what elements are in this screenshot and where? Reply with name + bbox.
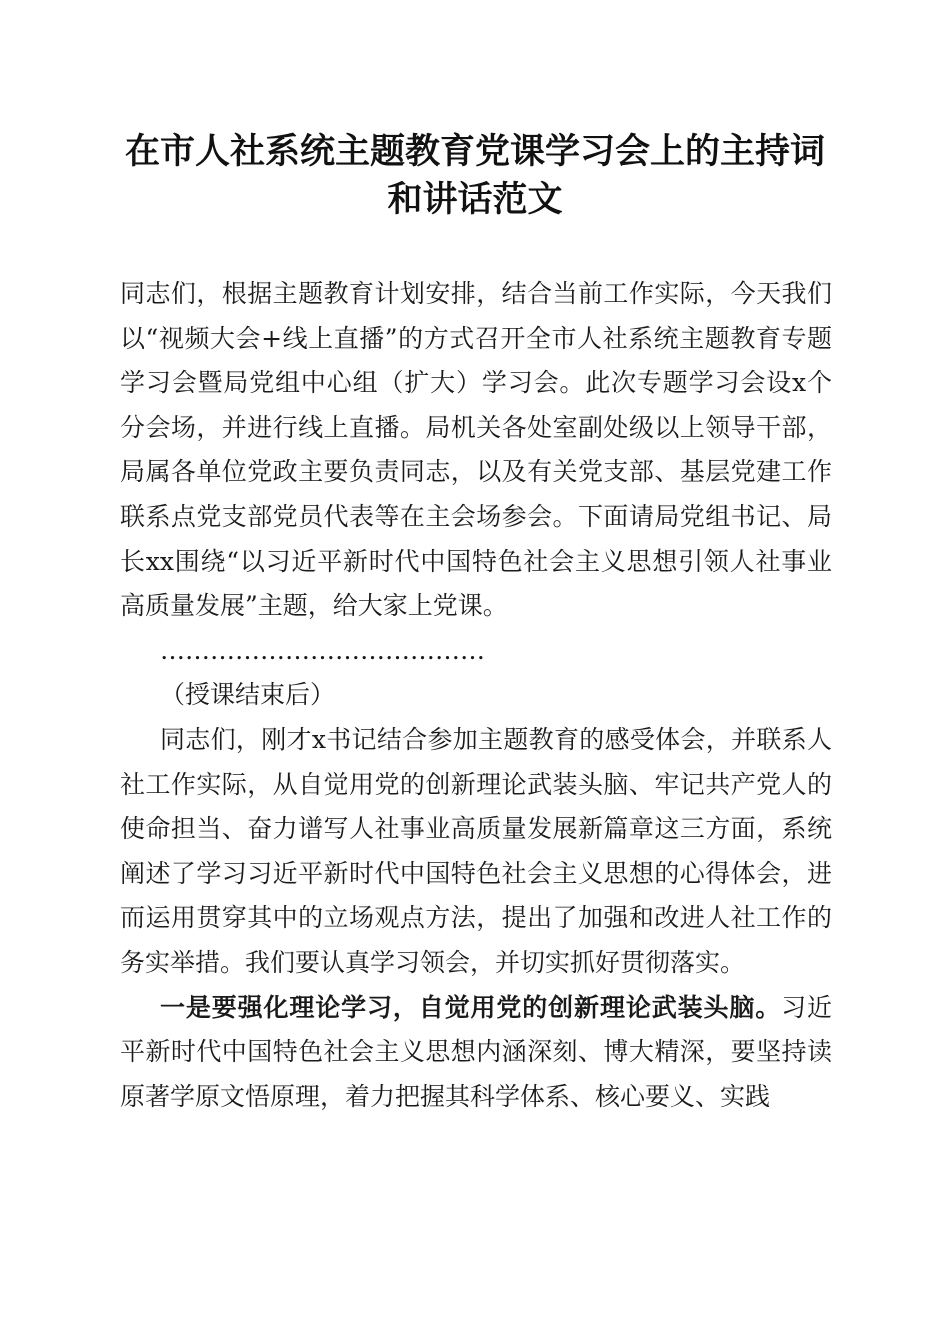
title-line-1: 在市人社系统主题教育党课学习会上的主持词 <box>124 131 825 172</box>
paragraph-opening: 同志们，根据主题教育计划安排，结合当前工作实际，今天我们以“视频大会+线上直播”的方式召开全市人社系统主题教育专题学习会暨局党组中心组（扩大）学习会。此次专题学习会设x个分会场，并进行线上直播。局机关各处室副处级以上领导干部，局属各单位党政主要负责同志，以及有关党支部、基层党建工作联系点党支部党员代表等在主会场参会。下面请局党组书记、局长xx围绕“以习近平新时代中国特色社会主义思想引领人社事业高质量发展”主题，给大家上党课。 <box>120 279 832 621</box>
document-body <box>120 272 832 1119</box>
paragraph-summary: 同志们，刚才x书记结合参加主题教育的感受体会，并联系人社工作实际，从自觉用党的创新理论武装头脑、牢记共产党人的使命担当、奋力谱写人社事业高质量发展新篇章这三方面，系统阐述了学习习近平新时代中国特色社会主义思想的心得体会，进而运用贯穿其中的立场观点方法，提出了加强和改进人社工作的务实举措。我们要认真学习领会，并切实抓好贯彻落实。 <box>120 724 832 977</box>
paragraph-point-one <box>120 986 832 1120</box>
document-title <box>100 128 850 224</box>
title-line-2: 和讲话范文 <box>387 179 563 220</box>
point-one-text: 习近平新时代中国特色社会主义思想内涵深刻、博大精深，要坚持读原著学原文悟原理，着力把握其科学体系、核心要义、实践 <box>120 992 832 1111</box>
ellipsis-separator: ………………………………… <box>160 635 485 665</box>
paragraph-after-lecture-note: （授课结束后） <box>160 680 336 710</box>
point-one-heading: 一是要强化理论学习，自觉用党的创新理论武装头脑。 <box>160 992 782 1022</box>
